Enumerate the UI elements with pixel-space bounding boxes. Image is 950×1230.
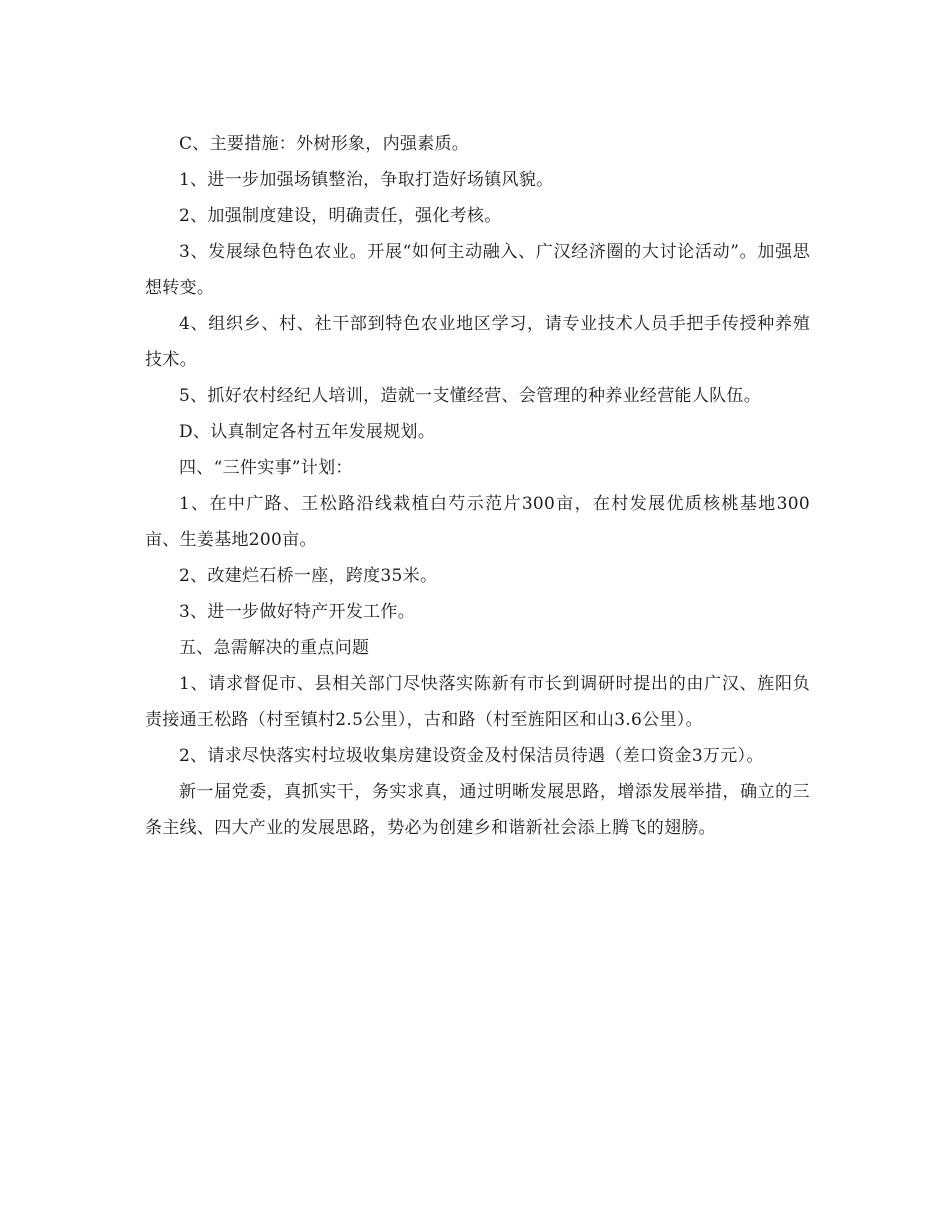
plan-item-1: 1、在中广路、王松路沿线栽植白芍示范片300亩，在村发展优质核桃基地300亩、生姜基地200亩。 <box>145 494 810 550</box>
measure-item-2: 2、加强制度建设，明确责任，强化考核。 <box>179 206 502 226</box>
measure-item-1: 1、进一步加强场镇整治，争取打造好场镇风貌。 <box>179 170 554 190</box>
problem-item-1: 1、请求督促市、县相关部门尽快落实陈新有市长到调研时提出的由广汉、旌阳负责接通王松路（村至镇村2.5公里），古和路（村至旌阳区和山3.6公里）。 <box>145 674 810 730</box>
document-body <box>145 126 810 846</box>
section-five-heading: 五、急需解决的重点问题 <box>179 638 370 658</box>
plan-item-2: 2、改建烂石桥一座，跨度35米。 <box>179 566 438 586</box>
measure-item-4: 4、组织乡、村、社干部到特色农业地区学习，请专业技术人员手把手传授种养殖技术。 <box>145 314 810 370</box>
section-four-heading: 四、“三件实事”计划： <box>179 458 353 478</box>
measure-c-heading: C、主要措施：外树形象，内强素质。 <box>179 134 470 154</box>
measure-d-heading: D、认真制定各村五年发展规划。 <box>179 422 436 442</box>
closing-paragraph: 新一届党委，真抓实干，务实求真，通过明晰发展思路，增添发展举措，确立的三条主线、四大产业的发展思路，势必为创建乡和谐新社会添上腾飞的翅膀。 <box>145 782 810 838</box>
measure-item-3: 3、发展绿色特色农业。开展“如何主动融入、广汉经济圈的大讨论活动”。加强思想转变。 <box>145 242 810 298</box>
measure-item-5: 5、抓好农村经纪人培训，造就一支懂经营、会管理的种养业经营能人队伍。 <box>179 386 762 406</box>
plan-item-3: 3、进一步做好特产开发工作。 <box>179 602 416 622</box>
problem-item-2: 2、请求尽快落实村垃圾收集房建设资金及村保洁员待遇（差口资金3万元）。 <box>179 746 764 766</box>
